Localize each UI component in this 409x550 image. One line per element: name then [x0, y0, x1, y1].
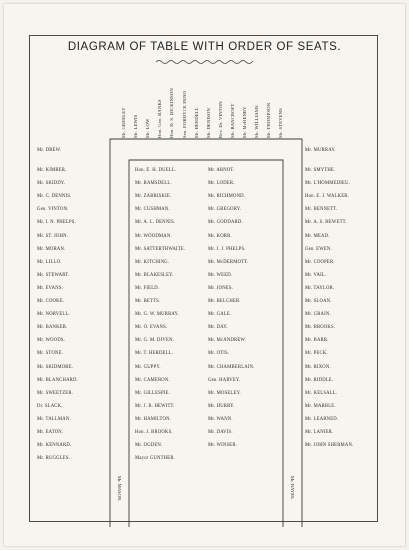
seat-left-outer: Mr. SKIDMORE.	[37, 364, 74, 370]
seat-left-outer: Mr. STEWART.	[37, 272, 70, 278]
seat-left-inner: Mayor GUNTHER.	[135, 456, 176, 462]
seat-left-outer: Mr. KIMBER.	[37, 168, 67, 173]
seat-left-inner: Mr. BLAKESLEY.	[135, 272, 174, 278]
seat-right-outer: Mr. TAYLOR.	[305, 285, 335, 291]
seat-left-inner: Mr. T. HERDELL.	[135, 351, 174, 357]
seat-top-left: Mr. DREW.	[37, 148, 62, 153]
head-table-seat: Mr. LOW	[145, 118, 151, 138]
seat-right-inner: Mr. WEED.	[208, 272, 233, 278]
seat-left-inner: Mr. FIELD.	[135, 285, 160, 291]
seat-right-inner: Mr. HURRY.	[208, 403, 235, 409]
seat-right-outer: Mr. PECK.	[305, 351, 328, 357]
seat-left-inner: Mr. J. B. HEWITT.	[135, 403, 175, 409]
head-table-seat: Mr. McHENRY	[242, 106, 247, 138]
seat-left-outer: Mr. EATON.	[37, 430, 64, 435]
seat-left-inner: Mr. G. M. DIVEN.	[135, 338, 175, 344]
seat-left-outer: Mr. RUGGLES.	[37, 456, 71, 462]
seat-left-outer: Mr. KENNARD.	[37, 443, 72, 449]
head-table-seat: Mr. THOMPSON	[266, 102, 272, 138]
seat-right-outer: Mr. SMYTHE.	[305, 168, 336, 173]
seat-bottom-right: Mr. HAYES.	[290, 476, 295, 500]
seat-left-inner: Mr. OGDEN.	[135, 443, 163, 449]
head-table-seat: Hon. D. S. DICKINSON	[169, 88, 175, 138]
seat-right-inner: Mr. BELCHER.	[208, 299, 241, 304]
seat-left-outer: Gen. VINTON.	[37, 207, 69, 213]
seat-right-inner: Mr. CHAMBERLAIN.	[208, 364, 255, 370]
seat-right-outer: Mr. MARBLE.	[305, 403, 336, 409]
head-table-seat: Hon. Geo. BANKS	[157, 99, 163, 138]
document-border	[29, 35, 378, 522]
seat-right-inner: Mr. KORR.	[208, 233, 232, 239]
seat-left-outer: Mr. SWEETZER.	[37, 390, 74, 396]
seat-left-inner: Mr. SATTERTHWAITE.	[135, 246, 186, 252]
seat-left-inner: Mr. WOODMAN.	[135, 233, 172, 239]
decorative-flourish	[155, 58, 253, 66]
seat-right-inner: Mr. MOSELEY.	[208, 390, 241, 396]
seat-right-inner: Mr. McANDREW.	[208, 338, 246, 344]
seat-right-inner: Mr. GALE.	[208, 312, 232, 318]
seat-top-right: Mr. MURRAY.	[305, 148, 336, 153]
seat-right-outer: Hon. E. J. WALKER.	[305, 194, 350, 200]
seat-right-outer: Mr. KELSALL.	[305, 390, 338, 396]
page-title: DIAGRAM OF TABLE WITH ORDER OF SEATS.	[67, 41, 342, 53]
head-table-seat: Mr. BANCROFT	[229, 103, 235, 138]
seat-left-inner: Mr. CAMERON.	[135, 377, 170, 383]
seat-right-outer: Mr. JOHN SHERMAN.	[305, 443, 354, 449]
head-table-seat: Mr. DENISON	[205, 107, 211, 138]
seat-left-inner: Mr. A. L. DENNIS.	[135, 220, 176, 226]
seat-right-inner: Mr. DAVIS.	[208, 430, 233, 435]
seat-right-inner: Mr. DAY.	[208, 325, 228, 331]
seat-right-outer: Gen. EWEN.	[305, 246, 332, 252]
seat-right-outer: Mr. RIDDLE.	[305, 377, 334, 383]
seat-right-outer: Mr. BENNETT.	[305, 207, 338, 213]
seat-left-outer: Mr. STONE.	[37, 351, 64, 357]
head-table-seat: Mr. HERDELL	[193, 107, 199, 138]
seat-left-outer: Dr. SLACK.	[37, 403, 63, 409]
seat-right-outer: Mr. SLOAN.	[305, 299, 332, 304]
seat-bottom-left: Mr. MASON.	[117, 476, 122, 502]
seat-left-inner: Mr. RAMSDELL.	[135, 181, 172, 187]
seat-left-outer: Mr. WOODS.	[37, 338, 66, 344]
seat-left-outer: Mr. BANKER.	[37, 325, 68, 331]
seat-left-inner: Mr. GILLESPIE.	[135, 390, 170, 396]
seat-left-outer: Mr. EVANS.	[37, 285, 64, 291]
seat-right-inner: Mr. McDERMOTT.	[208, 259, 249, 265]
seat-right-outer: Mr. GRAIN.	[305, 312, 331, 318]
head-table-seat: Mr. LEWIS	[133, 114, 139, 138]
seat-left-outer: Mr. LILLO.	[37, 259, 62, 265]
seat-left-outer: Mr. ST. JOHN.	[37, 233, 69, 239]
head-table-seat: Rev. Dr. VINTON	[217, 101, 223, 138]
seat-left-inner: Hon. E. H. DUELL.	[135, 168, 177, 173]
seat-right-inner: Mr. RICHMOND.	[208, 194, 246, 200]
seat-left-outer: Mr. MORAN.	[37, 246, 66, 252]
seat-right-outer: Mr. VAIL.	[305, 272, 327, 278]
seat-left-outer: Mr. BLANCHARD.	[37, 377, 78, 383]
seat-right-inner: Mr. J. J. PHELPS.	[208, 246, 246, 252]
seat-right-inner: Mr. WANN.	[208, 416, 233, 422]
seat-right-inner: Mr. GODDARD.	[208, 220, 243, 226]
seat-left-outer: Mr. SKIDDY.	[37, 181, 66, 187]
head-table-seat: Mr. WILLIAMS	[254, 105, 260, 138]
seat-right-outer: Mr. L'HOMMEDIEU.	[305, 181, 351, 187]
seat-right-inner: Mr. ARNOT.	[208, 168, 235, 173]
seat-left-inner: Mr. HAMILTON.	[135, 416, 172, 422]
seat-right-outer: Mr. RIXON.	[305, 364, 331, 370]
seat-right-inner: Mr. OTIS.	[208, 351, 230, 357]
seat-left-inner: Mr. KITCHING.	[135, 259, 170, 265]
seat-left-inner: Mr. BETTS.	[135, 299, 161, 304]
seat-left-outer: Mr. NORVELL.	[37, 312, 70, 318]
seat-right-outer: Mr. BARR.	[305, 338, 329, 344]
seat-left-inner: Mr. GUPPY.	[135, 364, 161, 370]
seat-right-outer: Mr. MEAD.	[305, 233, 330, 239]
seat-left-outer: Mr. I. N. PHELPS.	[37, 220, 76, 226]
seat-right-inner: Mr. LODER.	[208, 181, 235, 187]
seat-right-outer: Mr. BROOKS.	[305, 325, 336, 331]
seat-left-outer: Mr. C. DENNIS.	[37, 194, 72, 200]
seat-left-inner: Mr. CUSHMAN.	[135, 207, 170, 213]
seat-left-outer: Mr. COOKE.	[37, 299, 65, 304]
seat-left-inner: Mr. G. W. MURRAY.	[135, 312, 179, 318]
seat-right-inner: Mr. GREGORY.	[208, 207, 242, 213]
seat-right-outer: Mr. COOPER.	[305, 259, 335, 265]
head-table-seat: Mr. STEVENS	[278, 107, 284, 138]
seat-left-inner: Hon. J. BROOKS.	[135, 430, 173, 435]
head-table-seat: Mr. GREELEY	[121, 107, 126, 138]
seat-right-outer: Mr. LEARNED.	[305, 416, 339, 422]
seat-left-inner: Mr. ZABRISKIE.	[135, 194, 172, 200]
seat-right-outer: Mr. A. S. HEWETT.	[305, 220, 347, 226]
seat-right-inner: Mr. WINSER.	[208, 443, 238, 449]
seat-left-inner: Mr. O. EVANS.	[135, 325, 168, 331]
seat-left-outer: Mr. TALLMAN.	[37, 416, 71, 422]
seat-right-inner: Gen. HARVEY.	[208, 377, 241, 383]
seat-right-outer: Mr. LANIER.	[305, 430, 334, 435]
seat-right-inner: Mr. JONES.	[208, 285, 234, 291]
head-table-seat: Sen. FORDYCE FENO	[181, 90, 187, 138]
